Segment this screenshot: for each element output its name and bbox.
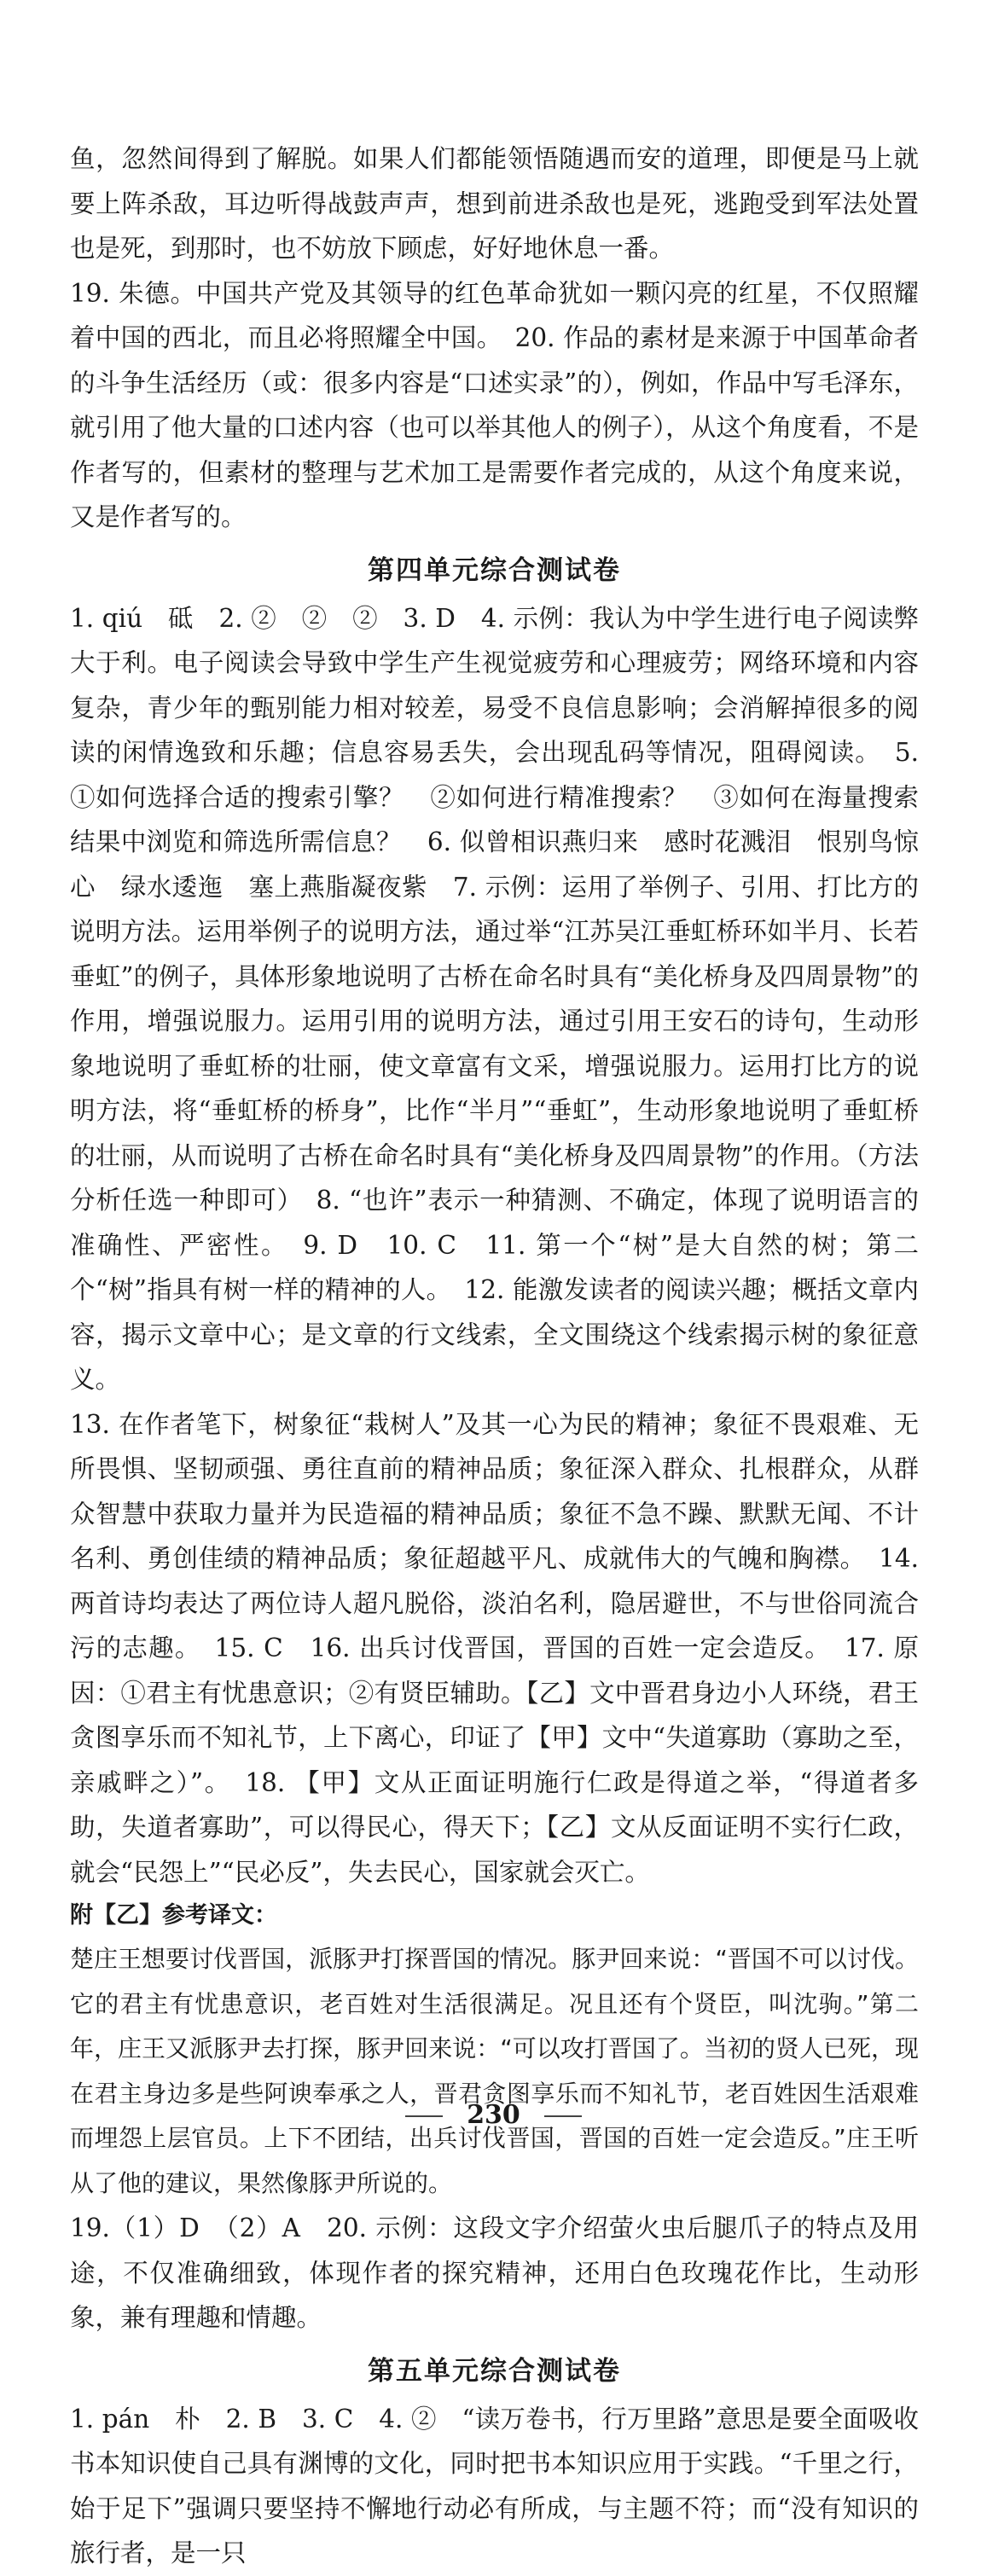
translation-text: 楚庄王想要讨伐晋国，派豚尹打探晋国的情况。豚尹回来说：“晋国不可以讨伐。它的君主有忧患意识，老百姓对生活很满足。况且还有个贤臣，叫沈驹。”第二年，庄王又派豚尹去打探，豚尹回来说：“可以攻打晋国了。当初的贤人已死，现在君主身边多是些阿谀奉承之人，晋君贪图享乐而不知礼节，老百姓因生活艰难而埋怨上层官员。上下不团结，出兵讨伐晋国，晋国的百姓一定会造反。”庄王听从了他的建议，果然像豚尹所说的。	[70, 1945, 919, 2197]
footer-left-rule	[405, 2115, 443, 2117]
section4-answers-1: 1. qiú 砥 2. ② ② ② 3. D 4. 示例：我认为中学生进行电子阅读弊大于利。电子阅读会导致中学生产生视觉疲劳和心理疲劳；网络环境和内容复杂，青少年的甄别能力相对较差，易受不良信息影响；会消解掉很多的阅读的闲情逸致和乐趣；信息容易丢失，会出现乱码等情况，阻碍阅读。 5. ①如何选择合适的搜索引擎？ ②如何进行精准搜索？ ③如何在海量搜索结果中浏览和筛选所需信息？ 6. 似曾相识燕归来 感时花溅泪 恨别鸟惊心 绿水逶迤 塞上燕脂凝夜紫 7. 示例：运用了举例子、引用、打比方的说明方法。运用举例子的说明方法，通过举“江苏吴江垂虹桥环如半月、长若垂虹”的例子，具体形象地说明了古桥在命名时具有“美化桥身及四周景物”的作用，增强说服力。运用引用的说明方法，通过引用王安石的诗句，生动形象地说明了垂虹桥的壮丽，使文章富有文采，增强说服力。运用打比方的说明方法，将“垂虹桥的桥身”，比作“半月”“垂虹”，生动形象地说明了垂虹桥的壮丽，从而说明了古桥在命名时具有“美化桥身及四周景物”的作用。（方法分析任选一种即可） 8. “也许”表示一种猜测、不确定，体现了说明语言的准确性、严密性。 9. D 10. C 11. 第一个“树”是大自然的树；第二个“树”指具有树一样的精神的人。 12. 能激发读者的阅读兴趣；概括文章内容，揭示文章中心；是文章的行文线索，全文围绕这个线索揭示树的象征意义。	[70, 603, 919, 1394]
answer-page	[70, 136, 919, 2576]
footer-right-rule	[544, 2115, 582, 2117]
section4-title: 第四单元综合测试卷	[368, 554, 621, 586]
section5-title: 第五单元综合测试卷	[368, 2355, 621, 2387]
section4-answers-3: 19.（1）D （2）A 20. 示例：这段文字介绍萤火虫后腿爪子的特点及用途，不仅准确细致，体现作者的探究精神，还用白色玫瑰花作比，生动形象，兼有理趣和情趣。	[70, 2213, 919, 2332]
translation-title: 附【乙】参考译文：	[70, 1902, 277, 1929]
page-footer	[0, 2100, 987, 2130]
section5-answers: 1. pán 朴 2. B 3. C 4. ② “读万卷书，行万里路”意思是要全面吸收书本知识使自己具有渊博的文化，同时把书本知识应用于实践。“千里之行，始于足下”强调只要坚持不懈地行动必有所成，与主题不符；而“没有知识的旅行者，是一只	[70, 2404, 919, 2567]
section4-answers-2: 13. 在作者笔下，树象征“栽树人”及其一心为民的精神；象征不畏艰难、无所畏惧、坚韧顽强、勇往直前的精神品质；象征深入群众、扎根群众，从群众智慧中获取力量并为民造福的精神品质；象征不急不躁、默默无闻、不计名利、勇创佳绩的精神品质；象征超越平凡、成就伟大的气魄和胸襟。 14. 两首诗均表达了两位诗人超凡脱俗，淡泊名利，隐居避世，不与世俗同流合污的志趣。 15. C 16. 出兵讨伐晋国，晋国的百姓一定会造反。 17. 原因：①君主有忧患意识；②有贤臣辅助。【乙】文中晋君身边小人环绕，君王贪图享乐而不知礼节，上下离心，印证了【甲】文中“失道寡助（寡助之至，亲戚畔之）”。 18. 【甲】文从正面证明施行仁政是得道之举，“得道者多助，失道者寡助”，可以得民心，得天下；【乙】文从反面证明不实行仁政，就会“民怨上”“民必反”，失去民心，国家就会灭亡。	[70, 1409, 919, 1887]
page-number: 230	[467, 2100, 520, 2130]
intro-paragraph-2: 19. 朱德。中国共产党及其领导的红色革命犹如一颗闪亮的红星，不仅照耀着中国的西北，而且必将照耀全中国。 20. 作品的素材是来源于中国革命者的斗争生活经历（或：很多内容是“口述实录”的），例如，作品中写毛泽东，就引用了他大量的口述内容（也可以举其他人的例子），从这个角度看，不是作者写的，但素材的整理与艺术加工是需要作者完成的，从这个角度来说，又是作者写的。	[70, 278, 919, 531]
intro-paragraph-1: 鱼，忽然间得到了解脱。如果人们都能领悟随遇而安的道理，即便是马上就要上阵杀敌，耳边听得战鼓声声，想到前进杀敌也是死，逃跑受到军法处置也是死，到那时，也不妨放下顾虑，好好地休息一番。	[70, 144, 919, 263]
